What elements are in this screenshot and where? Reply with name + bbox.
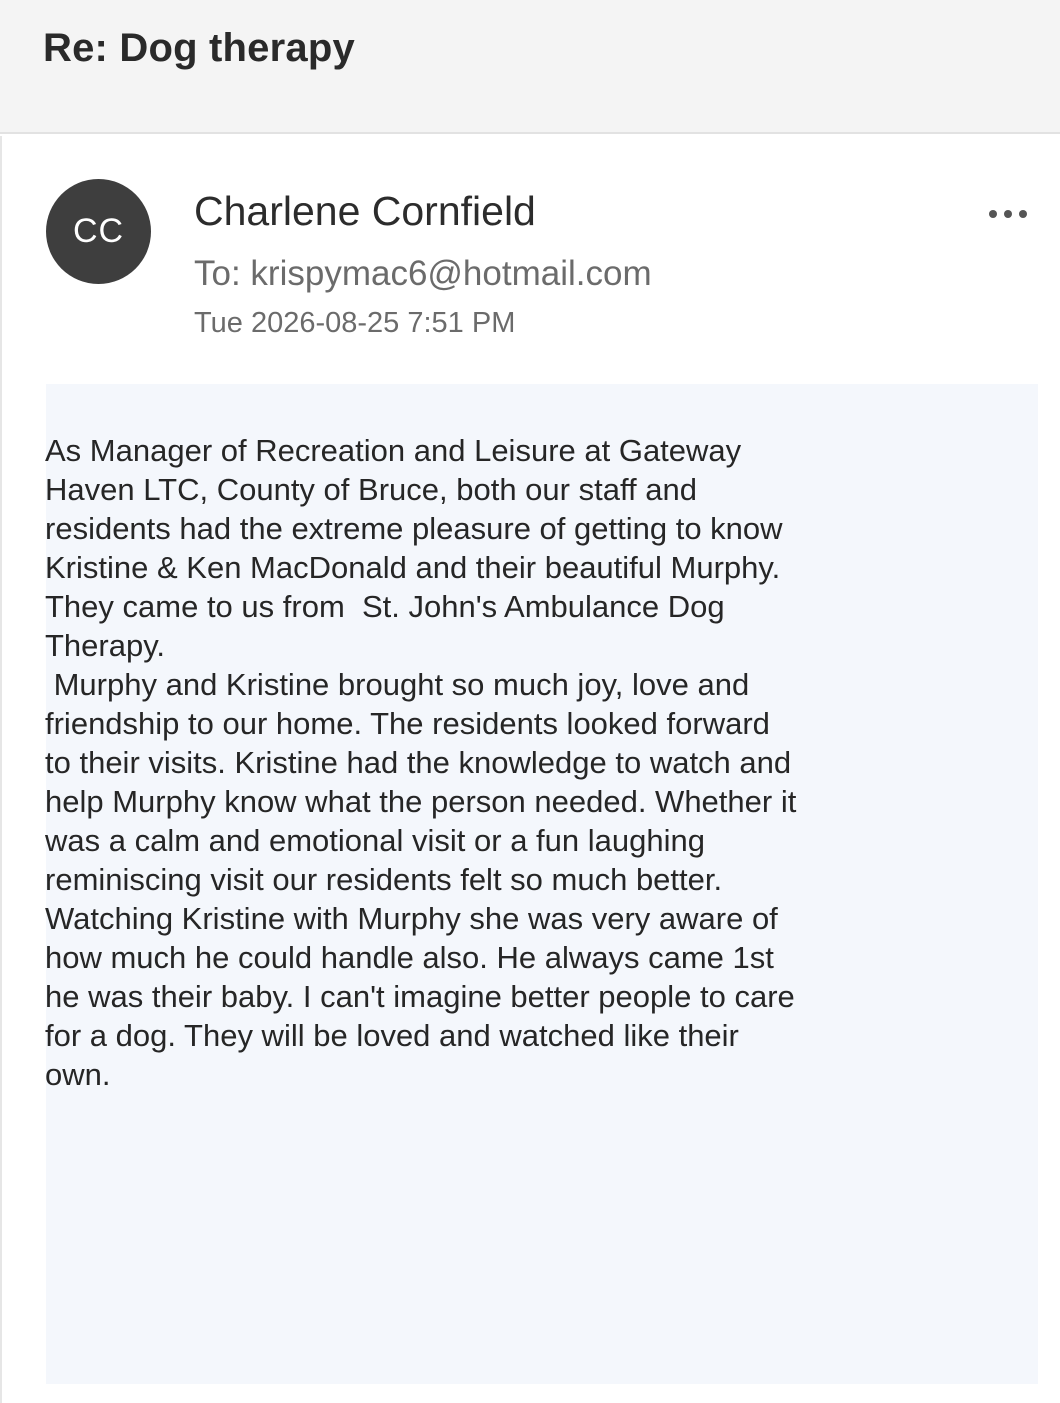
sender-name[interactable]: Charlene Cornfield — [194, 188, 536, 234]
message-body-line: own. — [45, 1057, 111, 1092]
message-body-line: Therapy. — [45, 628, 166, 663]
message-body-line: Watching Kristine with Murphy she was very aware of — [45, 901, 778, 936]
message-body-line: reminiscing visit our residents felt so much better. — [45, 862, 723, 897]
message-body-line: Haven LTC, County of Bruce, both our staff and — [45, 472, 697, 507]
sender-avatar[interactable] — [46, 179, 151, 284]
message-body-line: Kristine & Ken MacDonald and their beautiful Murphy. — [45, 550, 781, 585]
more-options-button[interactable] — [980, 196, 1036, 232]
message-body-line: As Manager of Recreation and Leisure at Gateway — [45, 433, 742, 468]
message-body-line: he was their baby. I can't imagine better people to care — [45, 979, 795, 1014]
message-body-line: to their visits. Kristine had the knowledge to watch and — [45, 745, 792, 780]
email-subject: Re: Dog therapy — [43, 26, 355, 70]
message-body-line: help Murphy know what the person needed. Whether it — [45, 784, 797, 819]
recipient-line — [194, 254, 652, 294]
message-body-line: They came to us from St. John's Ambulance Dog — [45, 589, 725, 624]
sent-date: Tue 2026-08-25 7:51 PM — [194, 307, 516, 339]
message-body-line: Murphy and Kristine brought so much joy, love and — [45, 667, 750, 702]
message-body — [45, 431, 885, 1094]
message-body-line: how much he could handle also. He always came 1st — [45, 940, 774, 975]
avatar-initials: CC — [72, 212, 125, 250]
message-body-line: residents had the extreme pleasure of getting to know — [45, 511, 783, 546]
more-horizontal-icon — [989, 210, 1027, 218]
recipient-address[interactable]: krispymac6@hotmail.com — [250, 254, 652, 293]
to-label: To: — [194, 254, 251, 293]
message-body-line: for a dog. They will be loved and watched like their — [45, 1018, 739, 1053]
email-message — [0, 136, 1060, 1403]
message-body-line: friendship to our home. The residents looked forward — [45, 706, 770, 741]
message-body-line: was a calm and emotional visit or a fun laughing — [45, 823, 705, 858]
email-header — [0, 0, 1060, 134]
